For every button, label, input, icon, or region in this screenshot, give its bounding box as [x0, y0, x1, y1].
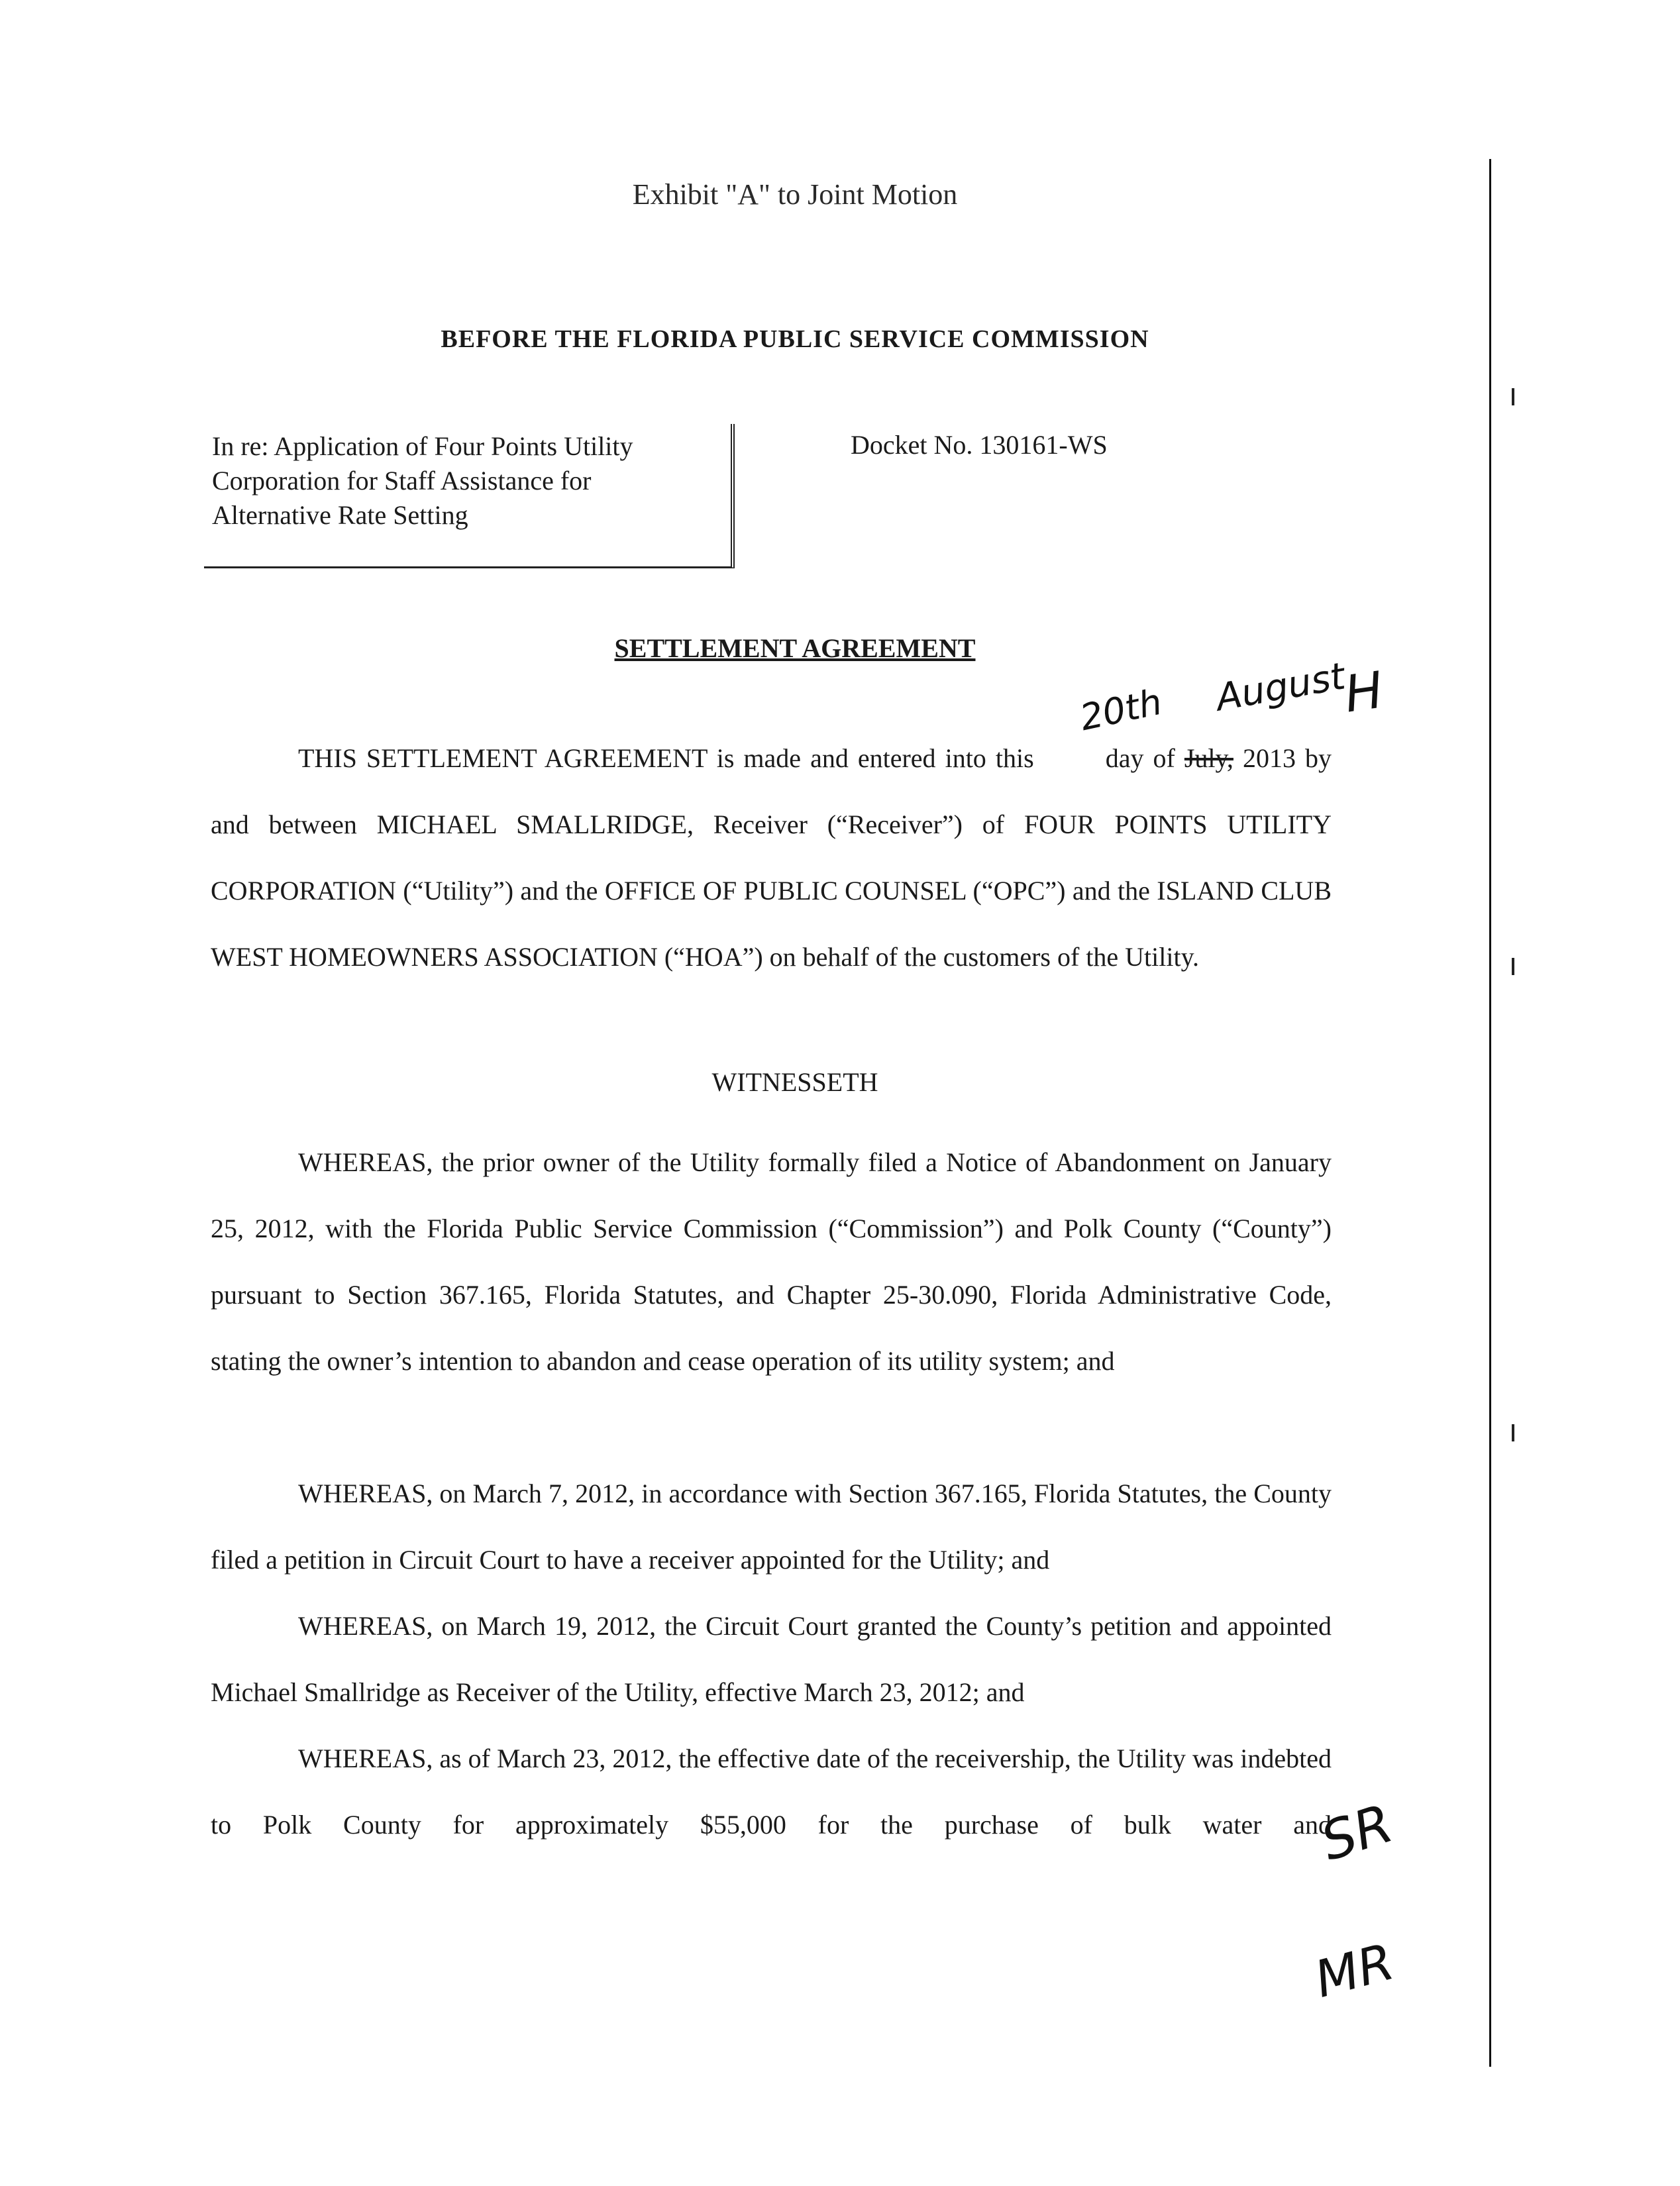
margin-mark — [1512, 388, 1514, 405]
document-title: SETTLEMENT AGREEMENT — [614, 633, 976, 663]
opening-text-mid: day of — [1096, 743, 1184, 773]
whereas-paragraph-1: WHEREAS, the prior owner of the Utility formally filed a Notice of Abandonment on January 25, 2012, with the Florida Public Service Commission (“Commission”) and Polk County (“County”) pursuant to Section 367.165, Florida Statutes, and Chapter 25-30.090, Florida Administrative Code, stating the owner’s intention to abandon and cease operation of its utility system; and — [211, 1147, 1332, 1376]
commission-heading: BEFORE THE FLORIDA PUBLIC SERVICE COMMISSION — [441, 325, 1149, 353]
handwritten-day: 20th — [1076, 680, 1166, 739]
case-caption-box — [204, 424, 735, 568]
opening-text-start: THIS SETTLEMENT AGREEMENT is made and entered into this — [298, 743, 1043, 773]
exhibit-label: Exhibit "A" to Joint Motion — [632, 178, 958, 211]
handwritten-initials-mr: MR — [1308, 1932, 1400, 2009]
docket-number: Docket No. 130161-WS — [851, 430, 1108, 460]
opening-text-end: 2013 by and between MICHAEL SMALLRIDGE, Receiver (“Receiver”) of FOUR POINTS UTILITY CORPORATION (“Utility”) and the OFFICE OF PUBLIC COUNSEL (“OPC”) and the ISLAND CLUB WEST HOMEOWNERS ASSOCIATION (“HOA”) on behalf of the customers of the Utility. — [211, 743, 1332, 972]
margin-mark — [1512, 958, 1514, 975]
witnesseth-heading: WITNESSETH — [711, 1067, 878, 1097]
whereas-paragraph-2: WHEREAS, on March 7, 2012, in accordance with Section 367.165, Florida Statutes, the County filed a petition in Circuit Court to have a receiver appointed for the Utility; and — [211, 1479, 1332, 1575]
whereas-paragraph-3: WHEREAS, on March 19, 2012, the Circuit Court granted the County’s petition and appointed Michael Smallridge as Receiver of the Utility, effective March 23, 2012; and — [211, 1611, 1332, 1707]
handwritten-month: August — [1212, 654, 1349, 720]
handwritten-initials-top: H — [1341, 660, 1387, 724]
scan-edge-line — [1489, 159, 1491, 2067]
whereas-paragraph-4: WHEREAS, as of March 23, 2012, the effective date of the receivership, the Utility was indebted to Polk County for approximately $55,000 for the purchase of bulk water and — [211, 1744, 1332, 1840]
struck-month: July, — [1184, 743, 1234, 773]
day-blank — [1043, 743, 1096, 773]
case-caption-text: In re: Application of Four Points Utility Corporation for Staff Assistance for Alternative Rate Setting — [212, 431, 633, 530]
opening-paragraph — [211, 725, 1332, 990]
margin-mark — [1512, 1424, 1514, 1441]
handwritten-initials-sr: SR — [1314, 1792, 1400, 1873]
